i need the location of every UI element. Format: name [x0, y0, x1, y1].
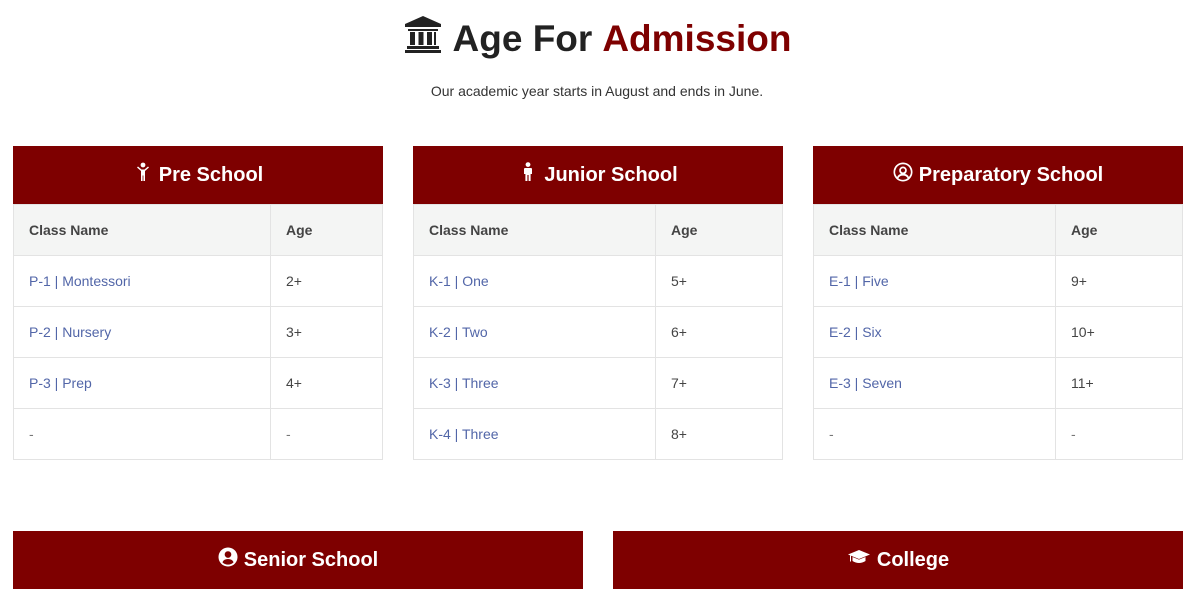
table-row: [814, 409, 1183, 460]
age-table: [13, 204, 383, 460]
age-value: 11+: [1056, 358, 1183, 409]
table-row: [414, 358, 783, 409]
card-title: Pre School: [158, 163, 264, 186]
class-name-link[interactable]: K-1 | One: [414, 256, 656, 307]
table-row: [814, 256, 1183, 307]
class-name-link[interactable]: E-1 | Five: [814, 256, 1056, 307]
class-name-empty: -: [814, 409, 1056, 460]
age-value: 4+: [271, 358, 383, 409]
card-title: College: [876, 548, 950, 571]
child-icon: [133, 162, 153, 188]
table-row: [14, 307, 383, 358]
class-name-link[interactable]: E-3 | Seven: [814, 358, 1056, 409]
table-row: [14, 358, 383, 409]
graduation-cap-icon: [847, 547, 871, 573]
subtitle: Our academic year starts in August and ends in June.: [430, 83, 764, 99]
class-name-link[interactable]: P-2 | Nursery: [14, 307, 271, 358]
age-value: 9+: [1056, 256, 1183, 307]
age-value: 7+: [656, 358, 783, 409]
age-table: [413, 204, 783, 460]
class-name-link[interactable]: K-2 | Two: [414, 307, 656, 358]
user-circle-icon: [218, 547, 238, 573]
table-row: [814, 307, 1183, 358]
title-accent: Admission: [602, 17, 792, 59]
column-header-class: Class Name: [14, 205, 271, 256]
class-name-link[interactable]: E-2 | Six: [814, 307, 1056, 358]
card-junior-school: [413, 146, 783, 460]
card-header: [413, 146, 783, 204]
column-header-age: Age: [271, 205, 383, 256]
age-value: 8+: [656, 409, 783, 460]
table-row: [414, 307, 783, 358]
card-pre-school: [13, 146, 383, 460]
column-header-class: Class Name: [814, 205, 1056, 256]
class-name-link[interactable]: K-3 | Three: [414, 358, 656, 409]
column-header-class: Class Name: [414, 205, 656, 256]
age-value: 5+: [656, 256, 783, 307]
class-name-empty: -: [14, 409, 271, 460]
card-header: [13, 146, 383, 204]
card-title: Preparatory School: [918, 163, 1104, 186]
table-row: [14, 409, 383, 460]
card-header: [13, 531, 583, 589]
university-icon: [403, 14, 443, 63]
card-title: Junior School: [544, 163, 678, 186]
age-value: 3+: [271, 307, 383, 358]
class-name-link[interactable]: P-1 | Montessori: [14, 256, 271, 307]
class-name-link[interactable]: P-3 | Prep: [14, 358, 271, 409]
column-header-age: Age: [656, 205, 783, 256]
age-table: [813, 204, 1183, 460]
title-main: Age For: [452, 17, 593, 59]
card-header: [613, 531, 1183, 589]
card-preparatory-school: [813, 146, 1183, 460]
card-senior-school: [13, 531, 583, 589]
column-header-age: Age: [1056, 205, 1183, 256]
class-name-link[interactable]: K-4 | Three: [414, 409, 656, 460]
age-value: 10+: [1056, 307, 1183, 358]
table-row: [814, 358, 1183, 409]
age-value: 6+: [656, 307, 783, 358]
age-value: 2+: [271, 256, 383, 307]
table-row: [414, 256, 783, 307]
card-header: [813, 146, 1183, 204]
male-icon: [518, 162, 538, 188]
age-value: -: [271, 409, 383, 460]
table-row: [14, 256, 383, 307]
page-title: [0, 14, 1194, 63]
card-college: [613, 531, 1183, 589]
user-circle-outline-icon: [893, 162, 913, 188]
table-row: [414, 409, 783, 460]
age-value: -: [1056, 409, 1183, 460]
card-title: Senior School: [243, 548, 379, 571]
